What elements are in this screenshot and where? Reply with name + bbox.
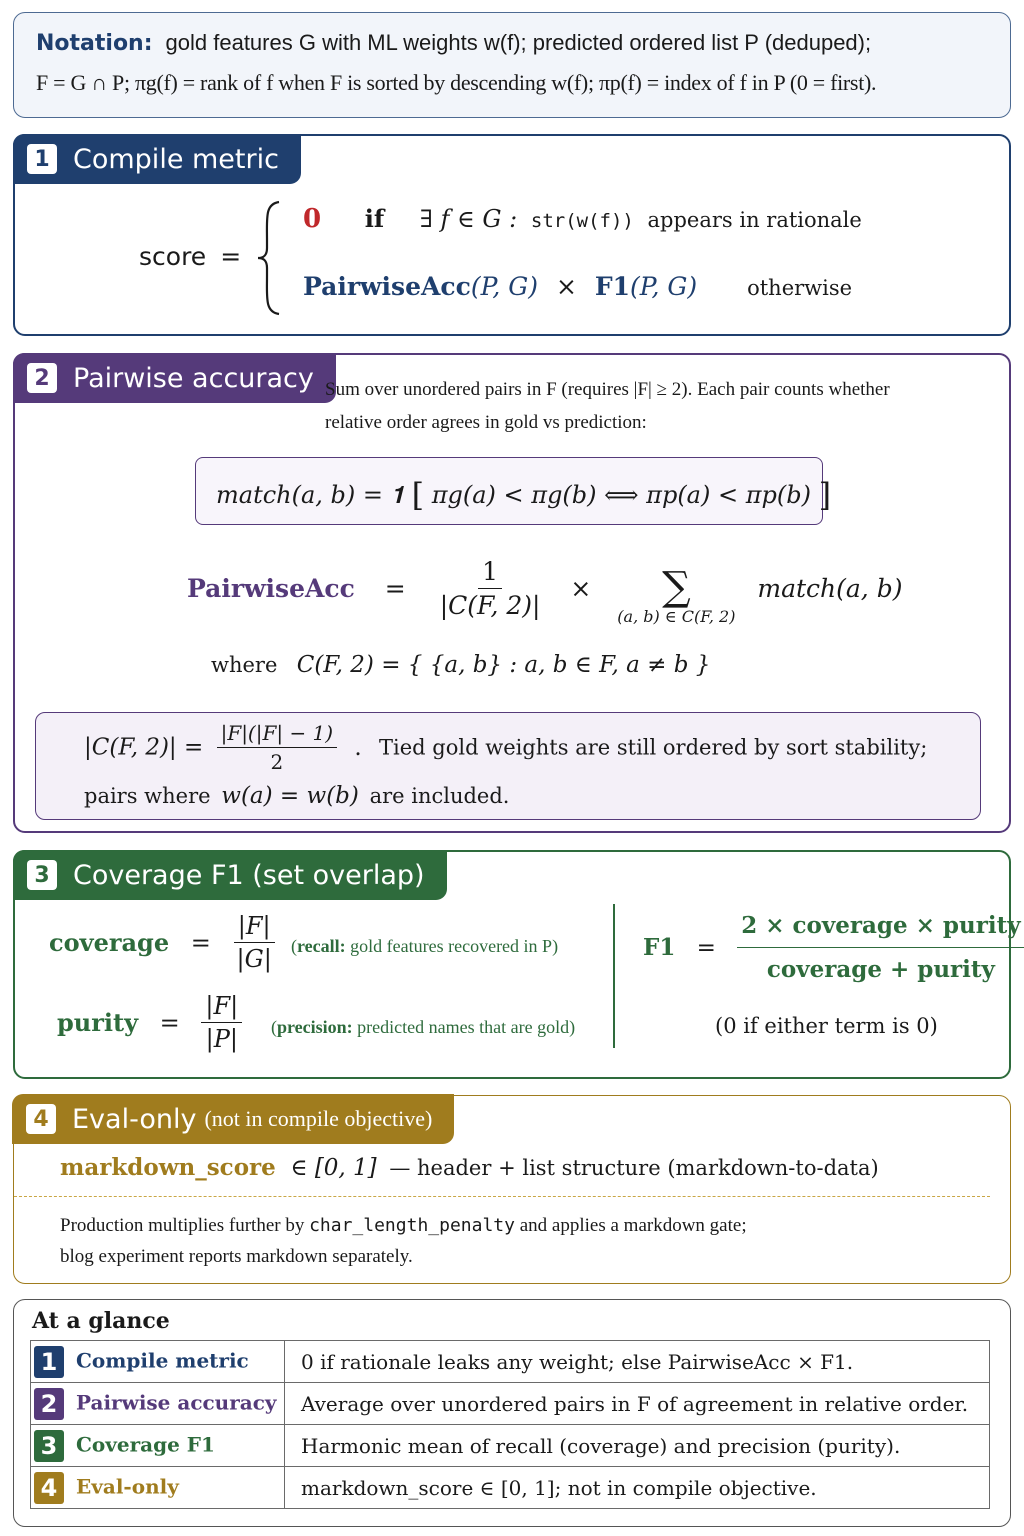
where-clause: where C(F, 2) = { {a, b} : a, b ∈ F, a ≠ b } — [211, 652, 711, 678]
at-a-glance-panel — [13, 1299, 1011, 1527]
glance-desc-4: markdown_score ∈ [0, 1]; not in compile objective. — [285, 1467, 990, 1509]
match-lhs: match(a, b) = 𝟏 — [216, 481, 404, 509]
section-1-number: 1 — [27, 144, 57, 174]
glance-num-3: 3 — [34, 1430, 64, 1462]
case-f1: F1 — [594, 272, 630, 301]
table-row — [31, 1383, 990, 1425]
case-leak — [303, 204, 862, 234]
case-condition: ∃ f ∈ G : — [419, 205, 518, 233]
glance-num-2: 2 — [34, 1388, 64, 1420]
table-row — [31, 1467, 990, 1509]
section-pairwise-accuracy — [13, 353, 1011, 833]
match-body: πg(a) < πg(b) ⟺ πp(a) < πp(b) — [431, 481, 811, 509]
pairwise-description: Sum over unordered pairs in F (requires |F| ≥ 2). Each pair counts whether relative order agrees in gold vs prediction: — [325, 379, 890, 433]
sum-term: match(a, b) — [757, 574, 903, 603]
section-4-subtitle: (not in compile objective) — [204, 1106, 433, 1131]
section-compile-metric — [13, 134, 1011, 336]
notation-label: Notation: — [36, 31, 153, 56]
case-otherwise-label: otherwise — [747, 276, 853, 300]
section-3-title: Coverage F1 (set overlap) — [73, 859, 425, 891]
section-2-title: Pairwise accuracy — [73, 362, 314, 394]
notation-line-1 — [36, 30, 871, 56]
section-2-number: 2 — [27, 363, 57, 393]
notation-panel — [13, 12, 1011, 118]
table-row — [31, 1425, 990, 1467]
glance-num-4: 4 — [34, 1472, 64, 1504]
pairwise-acc-formula: PairwiseAcc = $\frac{1}{|C(F, 2)|}$ × ∑ (a, b) ∈ C(F, 2) match(a, b) — [187, 551, 902, 626]
glance-table — [30, 1340, 990, 1509]
glance-name-3: Coverage F1 — [76, 1432, 215, 1456]
coverage-formula: coverage = $\frac{|F|}{|G|}$ — [49, 912, 276, 973]
markdown-score-line: markdown_score ∈ [0, 1] — header + list structure (markdown-to-data) — [60, 1154, 879, 1181]
section-1-header — [13, 134, 301, 184]
case-if: if — [364, 204, 385, 233]
section-4-title: Eval-only — [72, 1103, 197, 1135]
pairs-note-box: |C(F, 2)| = $\frac{|F|(|F| - 1)}{2}$ . Tied gold weights are still ordered by sort stability; pairs where w(a) = w(b) are included. — [35, 712, 981, 820]
notation-text-1: gold features G with ML weights w(f); predicted ordered list P (deduped); — [165, 30, 872, 55]
notation-text-2: F = G ∩ P; πg(f) = rank of f when F is sorted by descending w(f); πp(f) = index of f in P (0 = first). — [36, 70, 877, 95]
section-3-number: 3 — [27, 860, 57, 890]
section-1-title: Compile metric — [73, 143, 279, 175]
case-pairwise: PairwiseAcc — [303, 272, 471, 301]
section-4-divider — [14, 1196, 990, 1197]
case-zero: 0 — [303, 204, 322, 234]
table-row — [31, 1341, 990, 1383]
purity-formula: purity = $\frac{|F|}{|P|}$ — [57, 992, 242, 1053]
sum-operator: ∑ (a, b) ∈ C(F, 2) — [617, 564, 736, 626]
glance-desc-2: Average over unordered pairs in F of agreement in relative order. — [285, 1383, 990, 1425]
glance-desc-3: Harmonic mean of recall (coverage) and precision (purity). — [285, 1425, 990, 1467]
section-coverage-f1 — [13, 850, 1021, 1079]
f1-note: (0 if either term is 0) — [715, 1014, 938, 1038]
section-eval-only — [13, 1095, 1011, 1284]
glance-title: At a glance — [32, 1308, 170, 1334]
glance-name-1: Compile metric — [76, 1348, 249, 1372]
section-4-number: 4 — [26, 1104, 56, 1134]
glance-num-1: 1 — [34, 1346, 64, 1378]
production-note: Production multiplies further by char_length_penalty and applies a markdown gate; blog experiment reports markdown separately. — [60, 1215, 747, 1267]
section-3-divider — [613, 904, 615, 1048]
glance-desc-1: 0 if rationale leaks any weight; else PairwiseAcc × F1. — [285, 1341, 990, 1383]
glance-name-4: Eval-only — [76, 1474, 179, 1498]
score-label: score = — [139, 242, 242, 271]
section-4-header — [12, 1094, 454, 1144]
section-2-header — [13, 353, 336, 403]
match-definition-box: match(a, b) = 𝟏 [ πg(a) < πg(b) ⟺ πp(a) < πp(b) ] — [195, 457, 823, 525]
f1-formula: F1 = $\frac{\text{2 × coverage × purity}}{\text{coverage + purity}}$ — [643, 912, 1024, 983]
pairwise-acc-fraction: $\frac{1}{|C(F, 2)|}$ — [439, 557, 541, 620]
purity-note: (precision: predicted names that are gold) — [271, 1017, 576, 1037]
left-brace — [255, 200, 285, 316]
case-appears: appears in rationale — [647, 208, 862, 232]
pairwise-acc-label: PairwiseAcc — [187, 574, 355, 603]
glance-name-2: Pairwise accuracy — [76, 1390, 277, 1414]
case-otherwise: PairwiseAcc(P, G) × F1(P, G) otherwise — [303, 272, 853, 301]
section-3-header — [13, 850, 447, 900]
case-strw: str(w(f)) — [530, 210, 634, 232]
coverage-note: (recall: gold features recovered in P) — [291, 936, 559, 956]
